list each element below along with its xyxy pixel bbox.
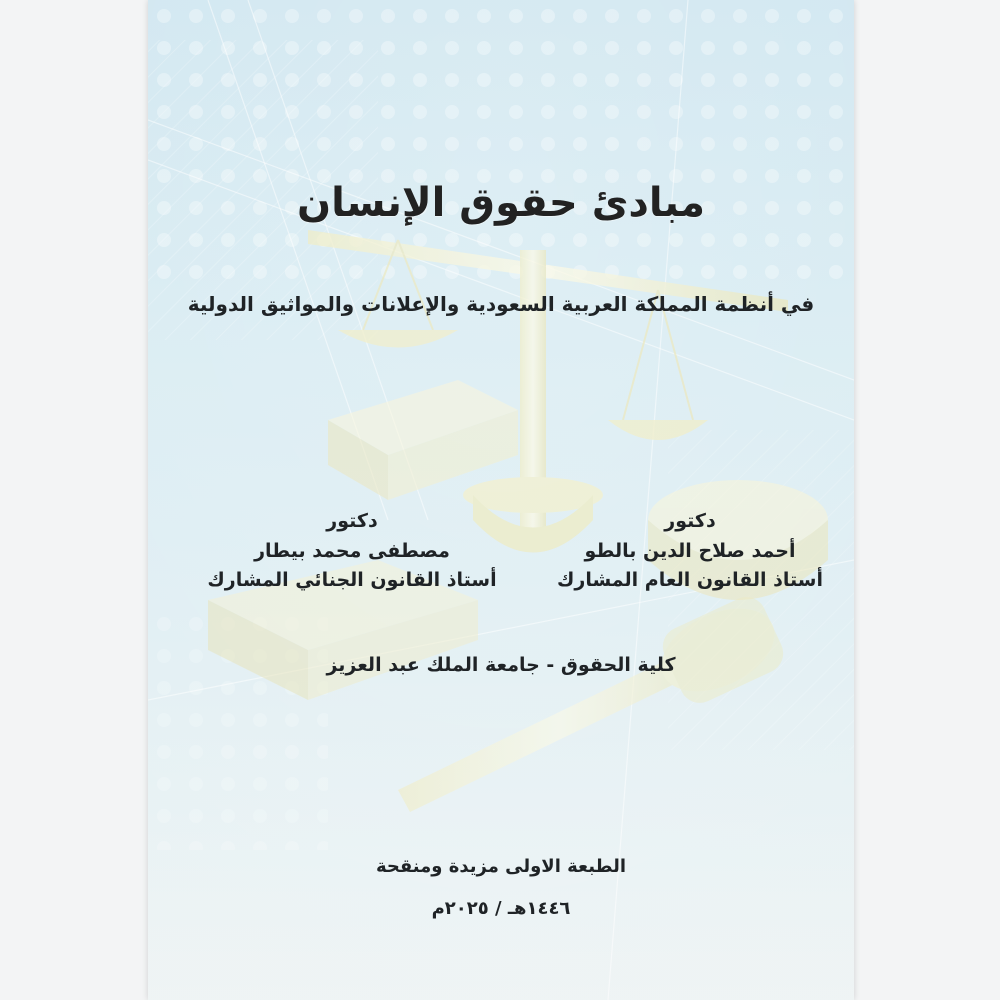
book-cover [148,0,854,1000]
author-1-degree: دكتور [664,510,716,532]
author-1-name: أحمد صلاح الدين بالطو [584,540,796,562]
author-2-degree: دكتور [326,510,378,532]
cover-background-illustration [148,0,854,1000]
author-1-position: أستاذ القانون العام المشارك [556,569,824,591]
publication-year: ١٤٤٦هـ / ٢٠٢٥م [431,898,571,919]
author-2-position: أستاذ القانون الجنائي المشارك [207,569,497,591]
book-title: مبادئ حقوق الإنسان [297,180,705,226]
author-2 [202,512,502,590]
edition-statement: الطبعة الاولى مزيدة ومنقحة [375,856,627,877]
faculty-university: كلية الحقوق - جامعة الملك عبد العزيز [326,654,676,676]
author-2-name: مصطفى محمد بيطار [254,540,450,562]
author-1 [540,512,840,590]
book-subtitle: في أنظمة المملكة العربية السعودية والإعلانات والمواثيق الدولية [187,292,815,316]
